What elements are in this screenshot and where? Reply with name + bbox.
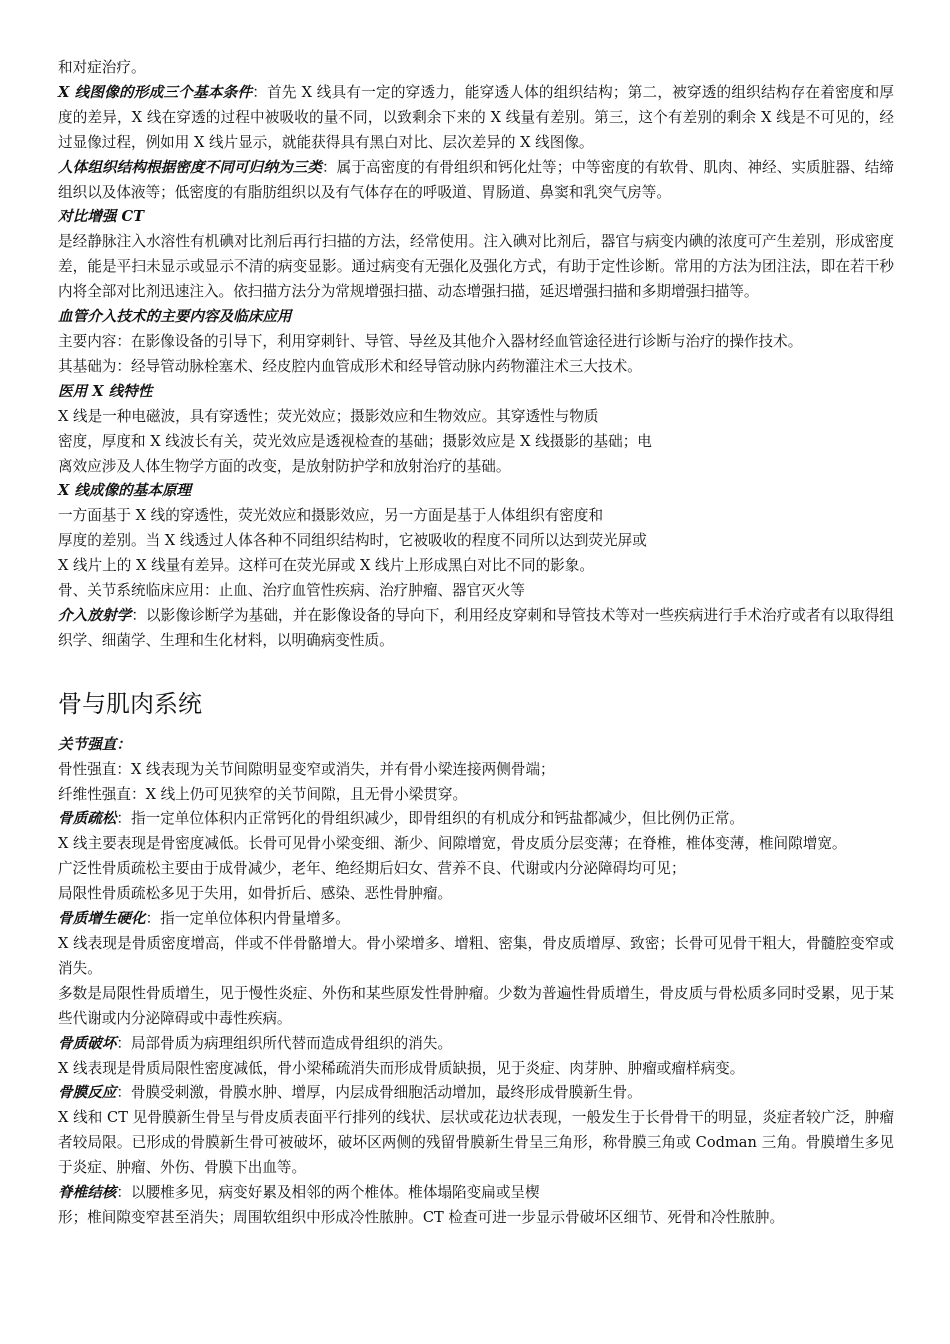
paragraph-text: ：以影像诊断学为基础，并在影像设备的导向下，利用经皮穿刺和导管技术等对一些疾病进行手术治疗或者有以取得组织学、细菌学、生理和生化材料，以明确病变性质。 [58,606,894,649]
paragraph: 形；椎间隙变窄甚至消失；周围软组织中形成冷性脓肿。CT 检查可进一步显示骨破坏区细节、死骨和冷性脓肿。 [58,1208,785,1226]
paragraph-text: ：指一定单位体积内正常钙化的骨组织减少，即骨组织的有机成分和钙盐都减少，但比例仍正常。 [116,810,744,828]
paragraph [58,156,894,206]
paragraph-text: ：骨膜受刺激，骨膜水肿、增厚，内层成骨细胞活动增加，最终形成骨膜新生骨。 [116,1084,642,1102]
paragraph-text: ：属于高密度的有骨组织和钙化灶等；中等密度的有软骨、肌肉、神经、实质脏器、结缔组织以及体液等；低密度的有脂肪组织以及有气体存在的呼吸道、胃肠道、鼻窦和乳突气房等。 [58,158,894,201]
paragraph: X 线表现是骨质密度增高，伴或不伴骨骼增大。骨小梁增多、增粗、密集，骨皮质增厚、致密；长骨可见骨干粗大，骨髓腔变窄或消失。 [58,935,894,977]
term-heading: 骨质增生硬化 [58,910,146,928]
paragraph [58,1081,894,1106]
paragraph-text: ：局部骨质为病理组织所代替而造成骨组织的消失。 [116,1034,453,1052]
text-line: 一方面基于 X 线的穿透性，荧光效应和摄影效应，另一方面是基于人体组织有密度和 [58,507,604,525]
text-line: X 线片上的 X 线量有差异。这样可在荧光屏或 X 线片上形成黑白对比不同的影象。 [58,557,594,575]
paragraph: 主要内容：在影像设备的引导下，利用穿刺针、导管、导丝及其他介入器材经血管途径进行诊断与治疗的操作技术。 [58,332,803,350]
text-line: 离效应涉及人体生物学方面的改变，是放射防护学和放射治疗的基础。 [58,457,511,475]
document-page [58,56,894,1231]
paragraph [58,81,894,156]
paragraph-text: ：指一定单位体积内骨量增多。 [145,910,350,928]
subheading: 对比增强 CT [58,208,144,226]
paragraph [58,807,894,832]
paragraph: 纤维性强直：X 线上仍可见狭窄的关节间隙，且无骨小梁贯穿。 [58,785,468,803]
term-heading: 人体组织结构根据密度不同可归纳为三类 [58,158,323,176]
paragraph [58,907,894,932]
text-line: 厚度的差别。当 X 线透过人体各种不同组织结构时，它被吸收的程度不同所以达到荧光屏或 [58,532,647,550]
paragraph-text: ：首先 X 线具有一定的穿透力，能穿透人体的组织结构；第二，被穿透的组织结构存在着密度和厚度的差异，X 线在穿透的过程中被吸收的量不同，以致剩余下来的 X 线量有差别。第三，这个有差别的剩余 X 线是不可见的，经过显像过程，例如用 X 线片显示，就能获得具有黑白对比、层次差异的 X 线图像。 [58,83,895,151]
term-heading: X 线图像的形成三个基本条件 [58,83,253,101]
text-line: 密度，厚度和 X 线波长有关，荧光效应是透视检查的基础；摄影效应是 X 线摄影的基础；电 [58,432,652,450]
text-line: 骨、关节系统临床应用：止血、治疗血管性疾病、治疗肿瘤、器官灭火等 [58,582,526,600]
subheading: X 线成像的基本原理 [58,482,192,500]
paragraph: 和对症治疗。 [58,59,146,76]
subheading: 关节强直： [58,735,131,753]
paragraph: X 线表现是骨质局限性密度减低，骨小梁稀疏消失而形成骨质缺损，见于炎症、肉芽肿、肿瘤或瘤样病变。 [58,1059,745,1077]
subheading: 医用 X 线特性 [58,382,153,400]
paragraph: 多数是局限性骨质增生，见于慢性炎症、外伤和某些原发性骨肿瘤。少数为普遍性骨质增生，骨皮质与骨松质多同时受累，见于某些代谢或内分泌障碍或中毒性疾病。 [58,984,894,1027]
paragraph: X 线主要表现是骨密度减低。长骨可见骨小梁变细、渐少、间隙增宽，骨皮质分层变薄；在脊椎，椎体变薄，椎间隙增宽。 [58,835,847,853]
text-line: X 线是一种电磁波，具有穿透性；荧光效应；摄影效应和生物效应。其穿透性与物质 [58,407,599,425]
paragraph [58,1032,894,1057]
paragraph: 是经静脉注入水溶性有机碘对比剂后再行扫描的方法，经常使用。注入碘对比剂后，器官与病变内碘的浓度可产生差别，形成密度差，能是平扫未显示或显示不清的病变显影。通过病变有无强化及强化方式，有助于定性诊断。常用的方法为团注法，即在若干秒内将全部对比剂迅速注入。依扫描方法分为常规增强扫描、动态增强扫描，延迟增强扫描和多期增强扫描等。 [58,233,894,301]
term-heading: 介入放射学 [58,606,132,624]
paragraph: X 线和 CT 见骨膜新生骨呈与骨皮质表面平行排列的线状、层状或花边状表现，一般发生于长骨骨干的明显，炎症者较广泛，肿瘤者较局限。已形成的骨膜新生骨可被破坏，破坏区两侧的残留骨膜新生骨呈三角形，称骨膜三角或 Codman 三角。骨膜增生多见于炎症、肿瘤、外伤、骨膜下出血等。 [58,1109,894,1177]
paragraph: 其基础为：经导管动脉栓塞术、经皮腔内血管成形术和经导管动脉内药物灌注术三大技术。 [58,357,642,375]
paragraph: 广泛性骨质疏松主要由于成骨减少，老年、绝经期后妇女、营养不良、代谢或内分泌障碍均可见； [58,860,686,878]
paragraph-text: ：以腰椎多见，病变好累及相邻的两个椎体。椎体塌陷变扁或呈楔 [116,1184,540,1202]
term-heading: 骨质破坏 [58,1034,117,1052]
term-heading: 骨膜反应 [58,1084,117,1102]
section-title: 骨与肌肉系统 [58,689,202,718]
subheading: 血管介入技术的主要内容及临床应用 [58,308,292,326]
term-heading: 脊椎结核 [58,1184,117,1202]
paragraph [58,1181,894,1206]
paragraph [58,604,894,654]
paragraph: 局限性骨质疏松多见于失用，如骨折后、感染、恶性骨肿瘤。 [58,885,453,903]
term-heading: 骨质疏松 [58,810,117,828]
paragraph: 骨性强直：X 线表现为关节间隙明显变窄或消失，并有骨小梁连接两侧骨端； [58,760,555,778]
